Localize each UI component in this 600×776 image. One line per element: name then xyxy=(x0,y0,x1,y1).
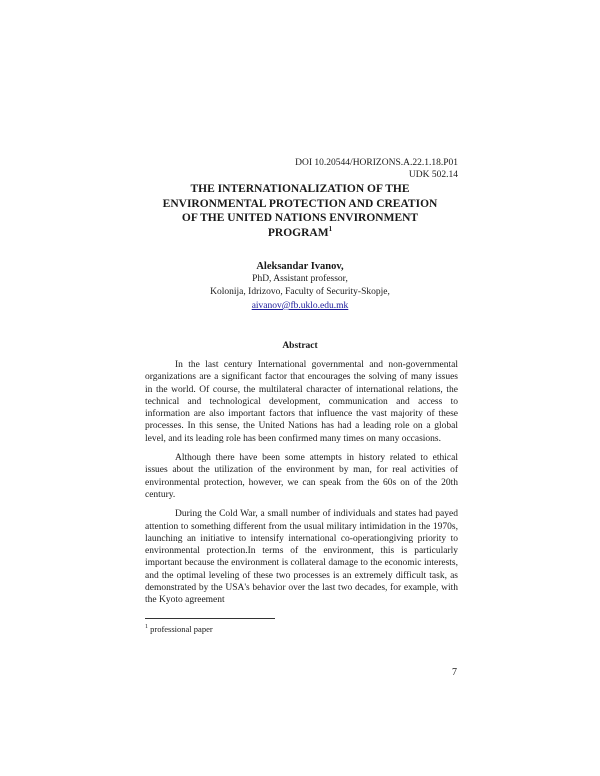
author-block xyxy=(140,260,460,299)
abstract-paragraph: During the Cold War, a small number of individuals and states had payed attention to something different from the usual military intimidation in the 1970s, launching an initiative to intensify international co-operationgiving priority to environmental protection.In terms of the environment, this is particularly important because the environment is collateral damage to the economic interests, and the optimal leveling of these two processes is an extremely difficult task, as demonstrated by the USA's behavior over the last two decades, for example, with the Kyoto agreement xyxy=(145,509,458,606)
title-footnote-mark: 1 xyxy=(328,224,333,233)
abstract-heading: Abstract xyxy=(282,341,318,351)
title-line: ENVIRONMENTAL PROTECTION AND CREATION xyxy=(162,197,438,210)
page-number: 7 xyxy=(452,667,457,678)
udk-label: UDK 502.14 xyxy=(408,170,458,180)
footnote-divider xyxy=(145,618,275,619)
footnote-mark: 1 xyxy=(145,624,148,630)
abstract-body xyxy=(145,359,458,614)
title-line: PROGRAM$^1$ xyxy=(267,224,333,239)
abstract-paragraph: In the last century International governmental and non-governmental organizations are a significant factor that encourages the solving of many issues in the world. Of course, the multilateral character of international relations, the technical and technological development, communication and access to information are also important factors that influence the vast majority of these processes. In this sense, the United Nations has had a leading role on a global level, and its leading role has been confirmed many times on many occasions. xyxy=(145,360,458,444)
paper-title xyxy=(140,182,460,240)
footnote-text: professional paper xyxy=(148,623,213,634)
author-name: Aleksandar Ivanov, xyxy=(256,261,344,272)
email-link[interactable]: aivanov@fb.uklo.edu.mk xyxy=(251,301,349,311)
author-position: PhD, Assistant professor, xyxy=(252,274,348,284)
abstract-paragraph: Although there have been some attempts in history related to ethical issues about the utilization of the environment by man, for real activities of environmental protection, however, we can speak from the 60s on of the 20th century. xyxy=(145,453,458,500)
author-email xyxy=(140,301,460,311)
title-line: OF THE UNITED NATIONS ENVIRONMENT xyxy=(181,212,419,224)
author-affiliation: Kolonija, Idrizovo, Faculty of Security-Skopje, xyxy=(210,287,390,297)
footnote xyxy=(145,622,213,635)
doi-label: DOI 10.20544/HORIZONS.A.22.1.18.P01 xyxy=(295,158,458,168)
title-line: THE INTERNATIONALIZATION OF THE xyxy=(190,183,410,195)
